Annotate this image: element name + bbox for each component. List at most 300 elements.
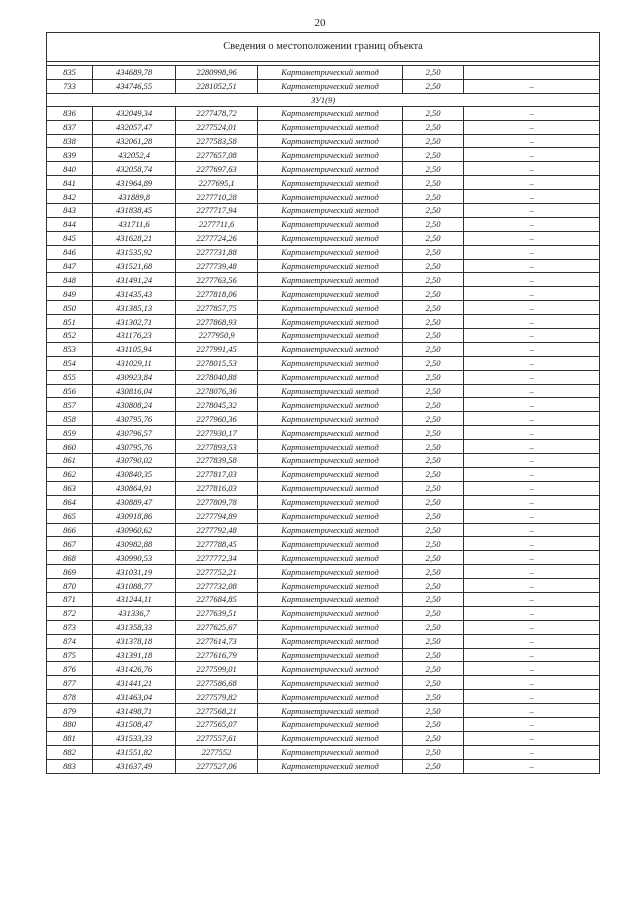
y-coordinate-cell: 2277527,06: [176, 759, 258, 773]
y-coordinate-cell: 2277868,93: [176, 315, 258, 329]
table-row: [47, 648, 600, 662]
point-number-cell: 845: [47, 231, 93, 245]
y-coordinate-cell: 2277711,6: [176, 217, 258, 231]
y-coordinate-cell: 2277950,9: [176, 329, 258, 343]
table-row: [47, 273, 600, 287]
point-number-cell: 851: [47, 315, 93, 329]
table-row: [47, 66, 600, 80]
note-cell: –: [464, 245, 600, 259]
note-cell: –: [464, 648, 600, 662]
method-cell: Картометрический метод: [258, 454, 403, 468]
x-coordinate-cell: 431088,77: [93, 579, 176, 593]
accuracy-cell: 2,50: [403, 301, 464, 315]
accuracy-cell: 2,50: [403, 467, 464, 481]
x-coordinate-cell: 430982,88: [93, 537, 176, 551]
y-coordinate-cell: 2277710,28: [176, 190, 258, 204]
accuracy-cell: 2,50: [403, 329, 464, 343]
x-coordinate-cell: 431498,71: [93, 704, 176, 718]
y-coordinate-cell: 2277583,58: [176, 134, 258, 148]
table-row: [47, 106, 600, 120]
x-coordinate-cell: 431838,45: [93, 204, 176, 218]
note-cell: –: [464, 592, 600, 606]
x-coordinate-cell: 431964,89: [93, 176, 176, 190]
table-body: [47, 33, 600, 774]
accuracy-cell: 2,50: [403, 606, 464, 620]
accuracy-cell: 2,50: [403, 690, 464, 704]
y-coordinate-cell: 2277816,03: [176, 481, 258, 495]
table-row: [47, 509, 600, 523]
y-coordinate-cell: 2277772,34: [176, 551, 258, 565]
method-cell: Картометрический метод: [258, 106, 403, 120]
y-coordinate-cell: 2277788,45: [176, 537, 258, 551]
table-row: [47, 329, 600, 343]
accuracy-cell: 2,50: [403, 217, 464, 231]
x-coordinate-cell: 431435,43: [93, 287, 176, 301]
table-row: [47, 717, 600, 731]
note-cell: –: [464, 204, 600, 218]
accuracy-cell: 2,50: [403, 440, 464, 454]
note-cell: –: [464, 342, 600, 356]
table-row: [47, 398, 600, 412]
method-cell: Картометрический метод: [258, 509, 403, 523]
y-coordinate-cell: 2277724,26: [176, 231, 258, 245]
accuracy-cell: 2,50: [403, 162, 464, 176]
note-cell: –: [464, 426, 600, 440]
x-coordinate-cell: 431533,33: [93, 731, 176, 745]
x-coordinate-cell: 431535,92: [93, 245, 176, 259]
table-row: [47, 190, 600, 204]
x-coordinate-cell: 431491,24: [93, 273, 176, 287]
point-number-cell: 882: [47, 745, 93, 759]
x-coordinate-cell: 431628,21: [93, 231, 176, 245]
method-cell: Картометрический метод: [258, 690, 403, 704]
point-number-cell: 873: [47, 620, 93, 634]
point-number-cell: 874: [47, 634, 93, 648]
x-coordinate-cell: 434746,55: [93, 79, 176, 93]
boundary-coordinates-table: [46, 32, 600, 774]
method-cell: Картометрический метод: [258, 606, 403, 620]
point-number-cell: 866: [47, 523, 93, 537]
method-cell: Картометрический метод: [258, 148, 403, 162]
point-number-cell: 840: [47, 162, 93, 176]
point-number-cell: 878: [47, 690, 93, 704]
table-row: [47, 79, 600, 93]
point-number-cell: 862: [47, 467, 93, 481]
x-coordinate-cell: 431244,11: [93, 592, 176, 606]
method-cell: Картометрический метод: [258, 245, 403, 259]
method-cell: Картометрический метод: [258, 287, 403, 301]
accuracy-cell: 2,50: [403, 523, 464, 537]
x-coordinate-cell: 431463,04: [93, 690, 176, 704]
y-coordinate-cell: 2277763,56: [176, 273, 258, 287]
table-row: [47, 759, 600, 773]
table-row: [47, 231, 600, 245]
table-title-row: [47, 33, 600, 62]
x-coordinate-cell: 432057,47: [93, 120, 176, 134]
method-cell: Картометрический метод: [258, 329, 403, 343]
point-number-cell: 870: [47, 579, 93, 593]
table-row: [47, 259, 600, 273]
y-coordinate-cell: 2281052,51: [176, 79, 258, 93]
point-number-cell: 875: [47, 648, 93, 662]
x-coordinate-cell: 430864,91: [93, 481, 176, 495]
accuracy-cell: 2,50: [403, 551, 464, 565]
y-coordinate-cell: 2277557,61: [176, 731, 258, 745]
accuracy-cell: 2,50: [403, 204, 464, 218]
method-cell: Картометрический метод: [258, 440, 403, 454]
table-row: [47, 662, 600, 676]
accuracy-cell: 2,50: [403, 745, 464, 759]
y-coordinate-cell: 2277839,58: [176, 454, 258, 468]
y-coordinate-cell: 2277639,51: [176, 606, 258, 620]
method-cell: Картометрический метод: [258, 217, 403, 231]
point-number-cell: 864: [47, 495, 93, 509]
point-number-cell: 877: [47, 676, 93, 690]
method-cell: Картометрический метод: [258, 356, 403, 370]
y-coordinate-cell: 2277857,75: [176, 301, 258, 315]
point-number-cell: 861: [47, 454, 93, 468]
table-row: [47, 467, 600, 481]
method-cell: Картометрический метод: [258, 676, 403, 690]
y-coordinate-cell: 2277930,17: [176, 426, 258, 440]
point-number-cell: 871: [47, 592, 93, 606]
note-cell: –: [464, 315, 600, 329]
y-coordinate-cell: 2278040,88: [176, 370, 258, 384]
table-row: [47, 495, 600, 509]
note-cell: –: [464, 745, 600, 759]
x-coordinate-cell: 430840,35: [93, 467, 176, 481]
y-coordinate-cell: 2277817,03: [176, 467, 258, 481]
y-coordinate-cell: 2277524,01: [176, 120, 258, 134]
note-cell: –: [464, 662, 600, 676]
note-cell: –: [464, 717, 600, 731]
note-cell: –: [464, 273, 600, 287]
table-row: [47, 134, 600, 148]
table-row: [47, 162, 600, 176]
point-number-cell: 880: [47, 717, 93, 731]
note-cell: –: [464, 398, 600, 412]
y-coordinate-cell: 2277794,89: [176, 509, 258, 523]
note-cell: –: [464, 356, 600, 370]
y-coordinate-cell: 2278015,53: [176, 356, 258, 370]
method-cell: Картометрический метод: [258, 162, 403, 176]
note-cell: –: [464, 134, 600, 148]
note-cell: –: [464, 454, 600, 468]
y-coordinate-cell: 2277991,45: [176, 342, 258, 356]
point-number-cell: 865: [47, 509, 93, 523]
method-cell: Картометрический метод: [258, 579, 403, 593]
note-cell: –: [464, 412, 600, 426]
x-coordinate-cell: 431508,47: [93, 717, 176, 731]
point-number-cell: 837: [47, 120, 93, 134]
y-coordinate-cell: 2277657,08: [176, 148, 258, 162]
method-cell: Картометрический метод: [258, 481, 403, 495]
accuracy-cell: 2,50: [403, 717, 464, 731]
x-coordinate-cell: 431637,49: [93, 759, 176, 773]
y-coordinate-cell: 2277731,88: [176, 245, 258, 259]
note-cell: –: [464, 537, 600, 551]
accuracy-cell: 2,50: [403, 79, 464, 93]
note-cell: –: [464, 704, 600, 718]
y-coordinate-cell: 2277717,94: [176, 204, 258, 218]
y-coordinate-cell: 2278076,36: [176, 384, 258, 398]
point-number-cell: 867: [47, 537, 93, 551]
table-row: [47, 204, 600, 218]
table-row: [47, 217, 600, 231]
table-row: [47, 690, 600, 704]
point-number-cell: 842: [47, 190, 93, 204]
point-number-cell: 860: [47, 440, 93, 454]
x-coordinate-cell: 432061,28: [93, 134, 176, 148]
accuracy-cell: 2,50: [403, 190, 464, 204]
table-row: [47, 565, 600, 579]
y-coordinate-cell: 2277893,53: [176, 440, 258, 454]
point-number-cell: 855: [47, 370, 93, 384]
point-number-cell: 848: [47, 273, 93, 287]
method-cell: Картометрический метод: [258, 634, 403, 648]
x-coordinate-cell: 431336,7: [93, 606, 176, 620]
method-cell: Картометрический метод: [258, 204, 403, 218]
table-row: [47, 551, 600, 565]
x-coordinate-cell: 431029,11: [93, 356, 176, 370]
accuracy-cell: 2,50: [403, 342, 464, 356]
table-row: [47, 454, 600, 468]
method-cell: Картометрический метод: [258, 426, 403, 440]
method-cell: Картометрический метод: [258, 648, 403, 662]
x-coordinate-cell: 430923,84: [93, 370, 176, 384]
x-coordinate-cell: 432049,34: [93, 106, 176, 120]
accuracy-cell: 2,50: [403, 412, 464, 426]
x-coordinate-cell: 431521,68: [93, 259, 176, 273]
x-coordinate-cell: 430960,62: [93, 523, 176, 537]
note-cell: –: [464, 634, 600, 648]
x-coordinate-cell: 431031,19: [93, 565, 176, 579]
note-cell: –: [464, 106, 600, 120]
note-cell: –: [464, 620, 600, 634]
x-coordinate-cell: 430889,47: [93, 495, 176, 509]
y-coordinate-cell: 2277614,73: [176, 634, 258, 648]
method-cell: Картометрический метод: [258, 134, 403, 148]
note-cell: –: [464, 551, 600, 565]
point-number-cell: 850: [47, 301, 93, 315]
x-coordinate-cell: 431391,18: [93, 648, 176, 662]
x-coordinate-cell: 432052,4: [93, 148, 176, 162]
method-cell: Картометрический метод: [258, 717, 403, 731]
note-cell: –: [464, 287, 600, 301]
x-coordinate-cell: 431711,6: [93, 217, 176, 231]
note-cell: –: [464, 231, 600, 245]
table-row: [47, 412, 600, 426]
x-coordinate-cell: 431358,33: [93, 620, 176, 634]
point-number-cell: 852: [47, 329, 93, 343]
table-row: [47, 176, 600, 190]
method-cell: Картометрический метод: [258, 315, 403, 329]
x-coordinate-cell: 430990,53: [93, 551, 176, 565]
point-number-cell: 846: [47, 245, 93, 259]
y-coordinate-cell: 2277697,63: [176, 162, 258, 176]
accuracy-cell: 2,50: [403, 398, 464, 412]
accuracy-cell: 2,50: [403, 426, 464, 440]
accuracy-cell: 2,50: [403, 579, 464, 593]
accuracy-cell: 2,50: [403, 634, 464, 648]
point-number-cell: 854: [47, 356, 93, 370]
table-row: [47, 301, 600, 315]
accuracy-cell: 2,50: [403, 620, 464, 634]
note-cell: –: [464, 481, 600, 495]
method-cell: Картометрический метод: [258, 467, 403, 481]
y-coordinate-cell: 2277565,07: [176, 717, 258, 731]
method-cell: Картометрический метод: [258, 190, 403, 204]
note-cell: –: [464, 579, 600, 593]
note-cell: –: [464, 79, 600, 93]
table-row: [47, 704, 600, 718]
y-coordinate-cell: 2277752,21: [176, 565, 258, 579]
method-cell: Картометрический метод: [258, 384, 403, 398]
point-number-cell: 841: [47, 176, 93, 190]
table-row: [47, 676, 600, 690]
method-cell: Картометрический метод: [258, 66, 403, 80]
point-number-cell: 844: [47, 217, 93, 231]
method-cell: Картометрический метод: [258, 231, 403, 245]
point-number-cell: 733: [47, 79, 93, 93]
note-cell: –: [464, 384, 600, 398]
y-coordinate-cell: 2277625,67: [176, 620, 258, 634]
table-row: [47, 634, 600, 648]
accuracy-cell: 2,50: [403, 648, 464, 662]
note-cell: –: [464, 606, 600, 620]
table-row: [47, 356, 600, 370]
point-number-cell: 835: [47, 66, 93, 80]
x-coordinate-cell: 431302,71: [93, 315, 176, 329]
accuracy-cell: 2,50: [403, 731, 464, 745]
y-coordinate-cell: 2277568,21: [176, 704, 258, 718]
point-number-cell: 859: [47, 426, 93, 440]
note-cell: –: [464, 676, 600, 690]
method-cell: Картометрический метод: [258, 120, 403, 134]
accuracy-cell: 2,50: [403, 315, 464, 329]
x-coordinate-cell: 430796,57: [93, 426, 176, 440]
x-coordinate-cell: 430808,24: [93, 398, 176, 412]
point-number-cell: 863: [47, 481, 93, 495]
point-number-cell: 856: [47, 384, 93, 398]
method-cell: Картометрический метод: [258, 259, 403, 273]
method-cell: Картометрический метод: [258, 759, 403, 773]
y-coordinate-cell: 2278045,32: [176, 398, 258, 412]
y-coordinate-cell: 2277792,48: [176, 523, 258, 537]
y-coordinate-cell: 2277552: [176, 745, 258, 759]
method-cell: Картометрический метод: [258, 273, 403, 287]
table-row: [47, 384, 600, 398]
x-coordinate-cell: 431378,18: [93, 634, 176, 648]
accuracy-cell: 2,50: [403, 66, 464, 80]
note-cell: –: [464, 301, 600, 315]
accuracy-cell: 2,50: [403, 565, 464, 579]
accuracy-cell: 2,50: [403, 120, 464, 134]
table-row: [47, 731, 600, 745]
accuracy-cell: 2,50: [403, 287, 464, 301]
section-label: ЗУ1(9): [47, 93, 600, 106]
x-coordinate-cell: 431889,8: [93, 190, 176, 204]
point-number-cell: 872: [47, 606, 93, 620]
method-cell: Картометрический метод: [258, 704, 403, 718]
y-coordinate-cell: 2280998,96: [176, 66, 258, 80]
point-number-cell: 843: [47, 204, 93, 218]
table-row: [47, 287, 600, 301]
x-coordinate-cell: 431441,21: [93, 676, 176, 690]
note-cell: –: [464, 690, 600, 704]
table-row: [47, 579, 600, 593]
y-coordinate-cell: 2277616,79: [176, 648, 258, 662]
accuracy-cell: 2,50: [403, 273, 464, 287]
table-title: Сведения о местоположении границ объекта: [47, 33, 600, 62]
note-cell: –: [464, 217, 600, 231]
accuracy-cell: 2,50: [403, 759, 464, 773]
method-cell: Картометрический метод: [258, 551, 403, 565]
x-coordinate-cell: 430795,76: [93, 412, 176, 426]
point-number-cell: 857: [47, 398, 93, 412]
method-cell: Картометрический метод: [258, 662, 403, 676]
table-row: [47, 481, 600, 495]
table-row: [47, 745, 600, 759]
note-cell: –: [464, 731, 600, 745]
point-number-cell: 849: [47, 287, 93, 301]
x-coordinate-cell: 431105,94: [93, 342, 176, 356]
method-cell: Картометрический метод: [258, 370, 403, 384]
method-cell: Картометрический метод: [258, 523, 403, 537]
note-cell: –: [464, 523, 600, 537]
method-cell: Картометрический метод: [258, 301, 403, 315]
table-row: [47, 245, 600, 259]
point-number-cell: 836: [47, 106, 93, 120]
x-coordinate-cell: 432058,74: [93, 162, 176, 176]
method-cell: Картометрический метод: [258, 745, 403, 759]
x-coordinate-cell: 430790,02: [93, 454, 176, 468]
table-row: [47, 620, 600, 634]
point-number-cell: 883: [47, 759, 93, 773]
point-number-cell: 868: [47, 551, 93, 565]
note-cell: [464, 66, 600, 80]
table-row: [47, 370, 600, 384]
x-coordinate-cell: 434689,78: [93, 66, 176, 80]
method-cell: Картометрический метод: [258, 620, 403, 634]
accuracy-cell: 2,50: [403, 592, 464, 606]
method-cell: Картометрический метод: [258, 731, 403, 745]
point-number-cell: 853: [47, 342, 93, 356]
note-cell: –: [464, 190, 600, 204]
point-number-cell: 869: [47, 565, 93, 579]
table-row: [47, 315, 600, 329]
point-number-cell: 839: [47, 148, 93, 162]
note-cell: –: [464, 467, 600, 481]
accuracy-cell: 2,50: [403, 509, 464, 523]
point-number-cell: 858: [47, 412, 93, 426]
y-coordinate-cell: 2277478,72: [176, 106, 258, 120]
method-cell: Картометрический метод: [258, 412, 403, 426]
note-cell: –: [464, 370, 600, 384]
accuracy-cell: 2,50: [403, 148, 464, 162]
y-coordinate-cell: 2277818,06: [176, 287, 258, 301]
y-coordinate-cell: 2277732,08: [176, 579, 258, 593]
method-cell: Картометрический метод: [258, 495, 403, 509]
accuracy-cell: 2,50: [403, 176, 464, 190]
accuracy-cell: 2,50: [403, 356, 464, 370]
accuracy-cell: 2,50: [403, 676, 464, 690]
y-coordinate-cell: 2277809,78: [176, 495, 258, 509]
accuracy-cell: 2,50: [403, 495, 464, 509]
accuracy-cell: 2,50: [403, 662, 464, 676]
note-cell: –: [464, 176, 600, 190]
method-cell: Картометрический метод: [258, 79, 403, 93]
